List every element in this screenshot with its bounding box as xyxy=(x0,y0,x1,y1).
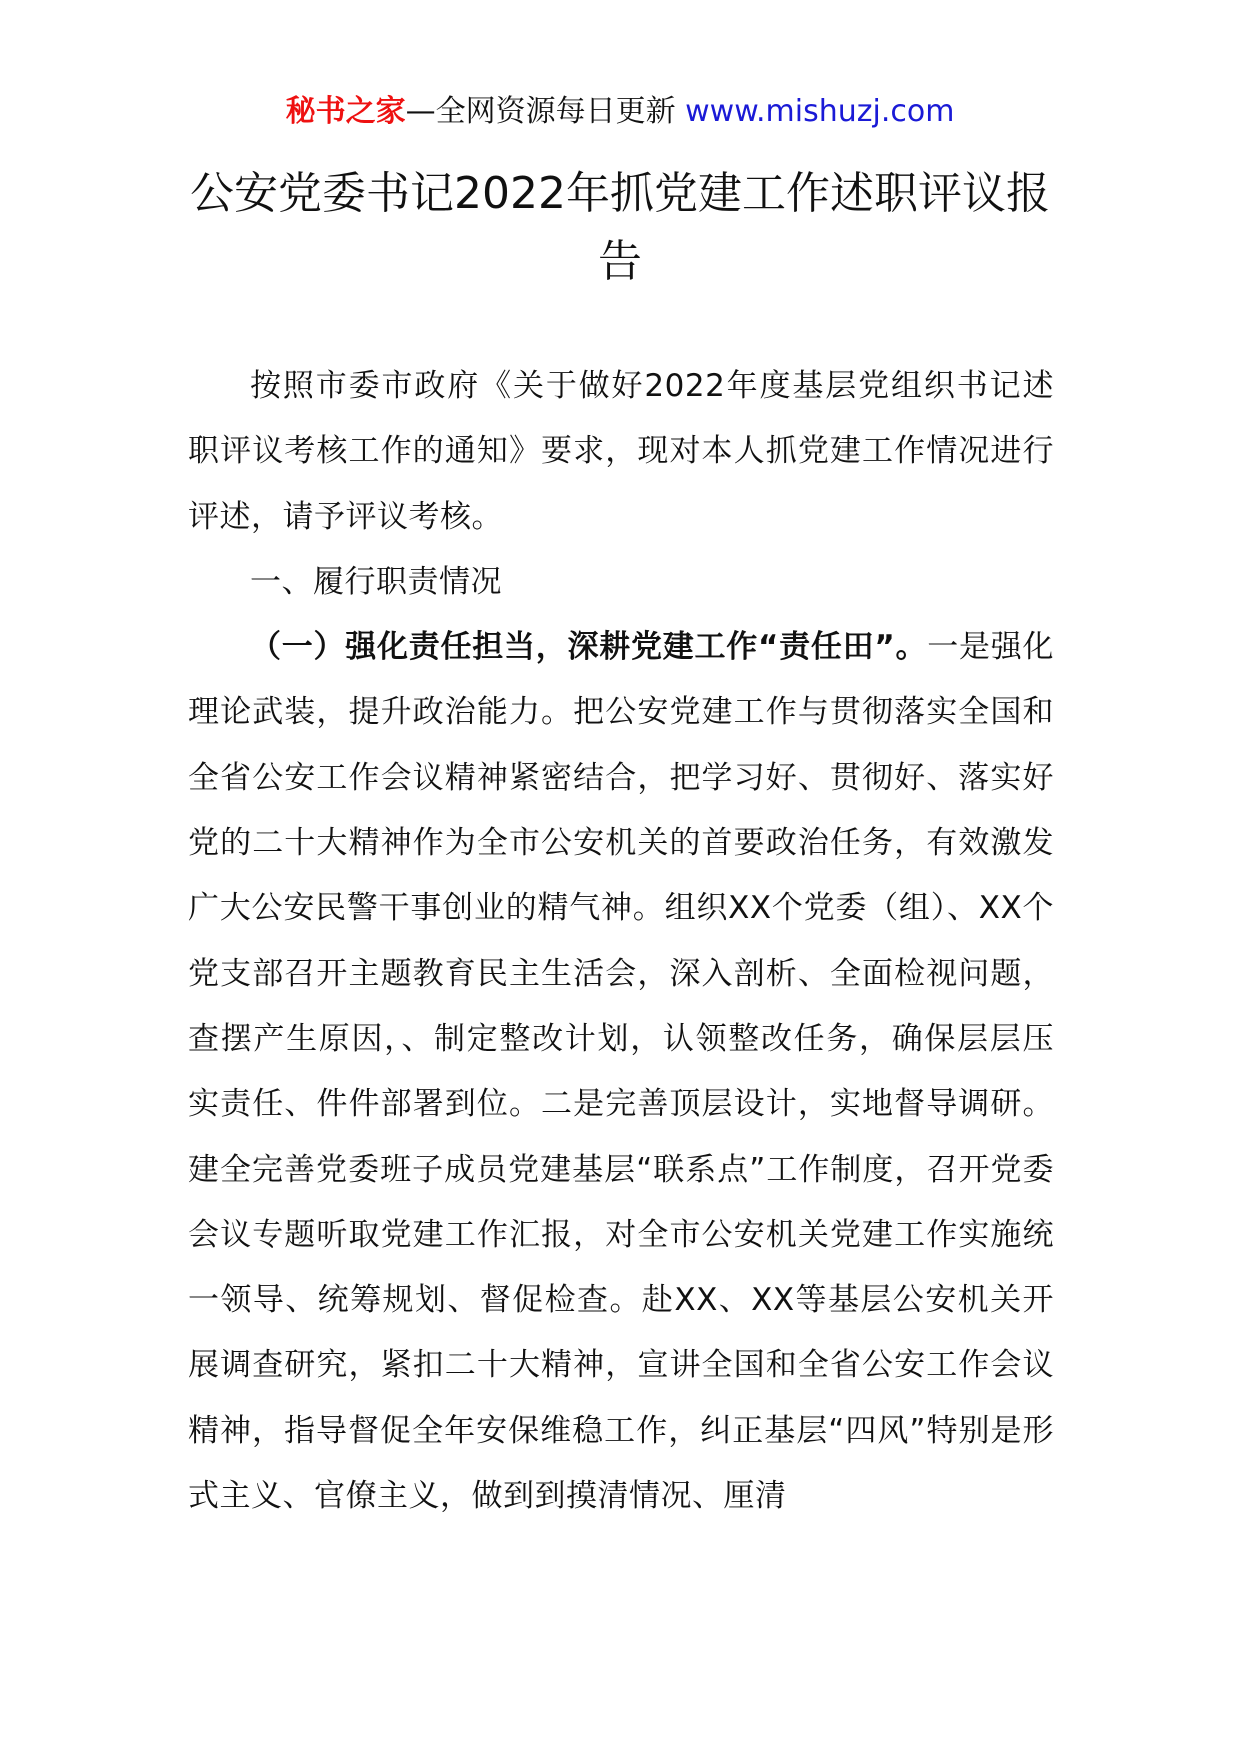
intro-paragraph: 按照市委市政府《关于做好2022年度基层党组织书记述职评议考核工作的通知》要求，现对本人抓党建工作情况进行评述，请予评议考核。 xyxy=(188,368,1054,535)
brand-name: 秘书之家 xyxy=(285,94,406,129)
section-heading: 一、履行职责情况 xyxy=(250,563,502,600)
site-url-link[interactable]: www.mishuzj.com xyxy=(685,94,955,129)
banner-tagline: —全网资源每日更新 xyxy=(405,94,676,129)
document-body xyxy=(188,354,1054,1529)
document-title: 公安党委书记2022年抓党建工作述职评议报告 xyxy=(190,168,1050,287)
site-banner xyxy=(0,92,1240,132)
subsection-heading: （一）强化责任担当，深耕党建工作“责任田”。 xyxy=(250,629,928,666)
subsection-paragraph xyxy=(188,615,1054,1529)
subsection-body: 一是强化理论武装，提升政治能力。把公安党建工作与贯彻落实全国和全省公安工作会议精神紧密结合，把学习好、贯彻好、落实好党的二十大精神作为全市公安机关的首要政治任务，有效激发广大公安民警干事创业的精气神。组织XX个党委（组）、XX个党支部召开主题教育民主生活会，深入剖析、全面检视问题，查摆产生原因，、制定整改计划，认领整改任务，确保层层压实责任、件件部署到位。二是完善顶层设计，实地督导调研。建全完善党委班子成员党建基层“联系点”工作制度，召开党委会议专题听取党建工作汇报，对全市公安机关党建工作实施统一领导、统筹规划、督促检查。赴XX、XX等基层公安机关开展调查研究，紧扣二十大精神，宣讲全国和全省公安工作会议精神，指导督促全年安保维稳工作，纠正基层“四风”特别是形式主义、官僚主义，做到到摸清情况、厘清 xyxy=(188,629,1054,1515)
